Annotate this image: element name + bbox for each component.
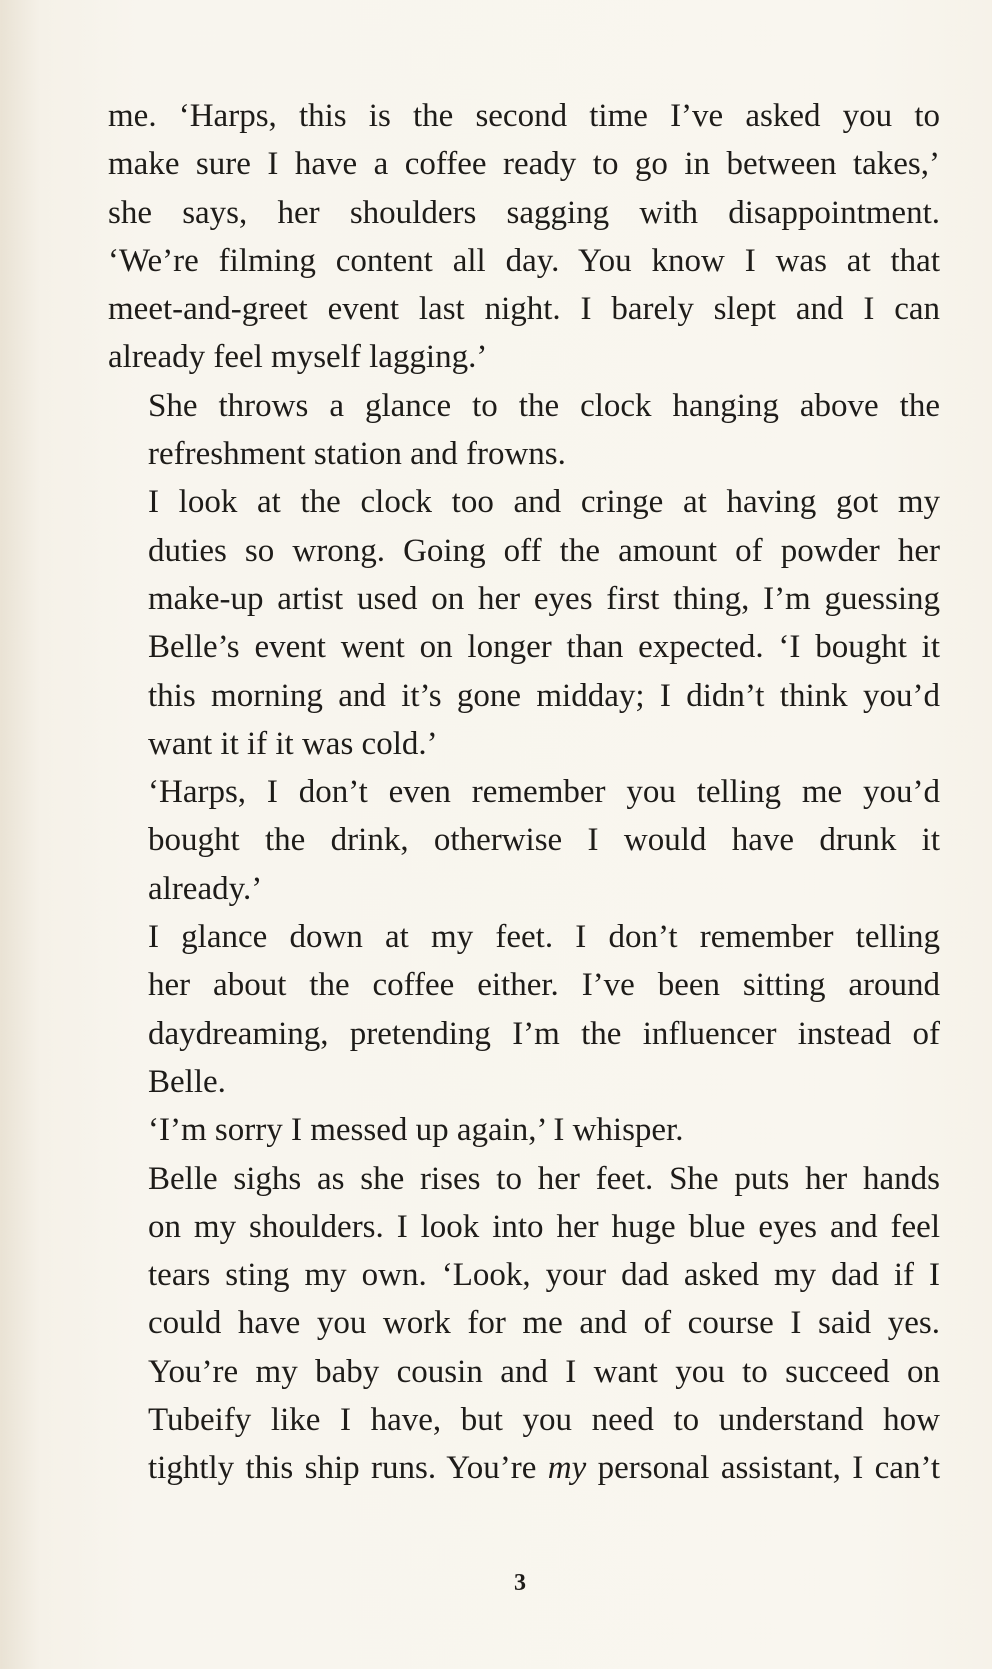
text-line: refreshment station and frowns. — [148, 436, 566, 473]
paragraph — [108, 478, 940, 768]
text-line: ‘I’m sorry I messed up again,’ I whisper. — [148, 1112, 684, 1149]
text-line: make sure I have a coffee ready to go in between takes,’ — [108, 146, 940, 183]
text-line: she says, her shoulders sagging with disappointment. — [108, 194, 940, 231]
text-line: Belle. — [148, 1063, 226, 1100]
text-line: bought the drink, otherwise I would have drunk it — [148, 822, 940, 859]
paragraph — [108, 768, 940, 913]
text-line: her about the coffee either. I’ve been sitting around — [148, 967, 940, 1004]
text-line: She throws a glance to the clock hanging above the — [148, 387, 940, 424]
text-line: on my shoulders. I look into her huge blue eyes and feel — [148, 1208, 940, 1245]
text-line: this morning and it’s gone midday; I didn’t think you’d — [148, 677, 940, 714]
text-line: make-up artist used on her eyes first thing, I’m guessing — [148, 580, 940, 617]
paragraph — [108, 1155, 940, 1493]
paragraph — [108, 92, 940, 382]
text-line: already feel myself lagging.’ — [108, 339, 488, 376]
text-line: Belle sighs as she rises to her feet. She puts her hands — [148, 1160, 940, 1197]
body-text — [108, 92, 940, 1493]
text-line: I look at the clock too and cringe at having got my — [148, 484, 940, 521]
text-line: ‘We’re filming content all day. You know I was at that — [108, 242, 940, 279]
text-line: already.’ — [148, 870, 263, 907]
text-run: personal assistant, I can’t — [586, 1450, 941, 1487]
text-line: could have you work for me and of course I said yes. — [148, 1305, 940, 1342]
text-line: meet-and-greet event last night. I barely slept and I can — [108, 291, 940, 328]
text-line: You’re my baby cousin and I want you to succeed on — [148, 1353, 940, 1390]
text-line: Tubeify like I have, but you need to understand how — [148, 1402, 940, 1439]
text-line: me. ‘Harps, this is the second time I’ve asked you to — [108, 98, 940, 134]
paragraph — [108, 913, 940, 1106]
text-run: tightly this ship runs. You’re — [148, 1450, 548, 1487]
text-line: duties so wrong. Going off the amount of powder her — [148, 532, 940, 569]
text-line: want it if it was cold.’ — [148, 725, 438, 762]
page-number: 3 — [514, 1570, 526, 1596]
paragraph — [108, 1106, 940, 1154]
text-line: tears sting my own. ‘Look, your dad asked my dad if I — [148, 1257, 940, 1294]
emphasis-text: my — [547, 1450, 587, 1487]
text-line: ‘Harps, I don’t even remember you telling me you’d — [148, 774, 940, 811]
text-line: Belle’s event went on longer than expected. ‘I bought it — [148, 629, 940, 666]
paragraph — [108, 382, 940, 479]
text-line: daydreaming, pretending I’m the influencer instead of — [148, 1015, 940, 1052]
text-line-final — [108, 1444, 940, 1492]
text-line: I glance down at my feet. I don’t remember telling — [148, 919, 940, 956]
